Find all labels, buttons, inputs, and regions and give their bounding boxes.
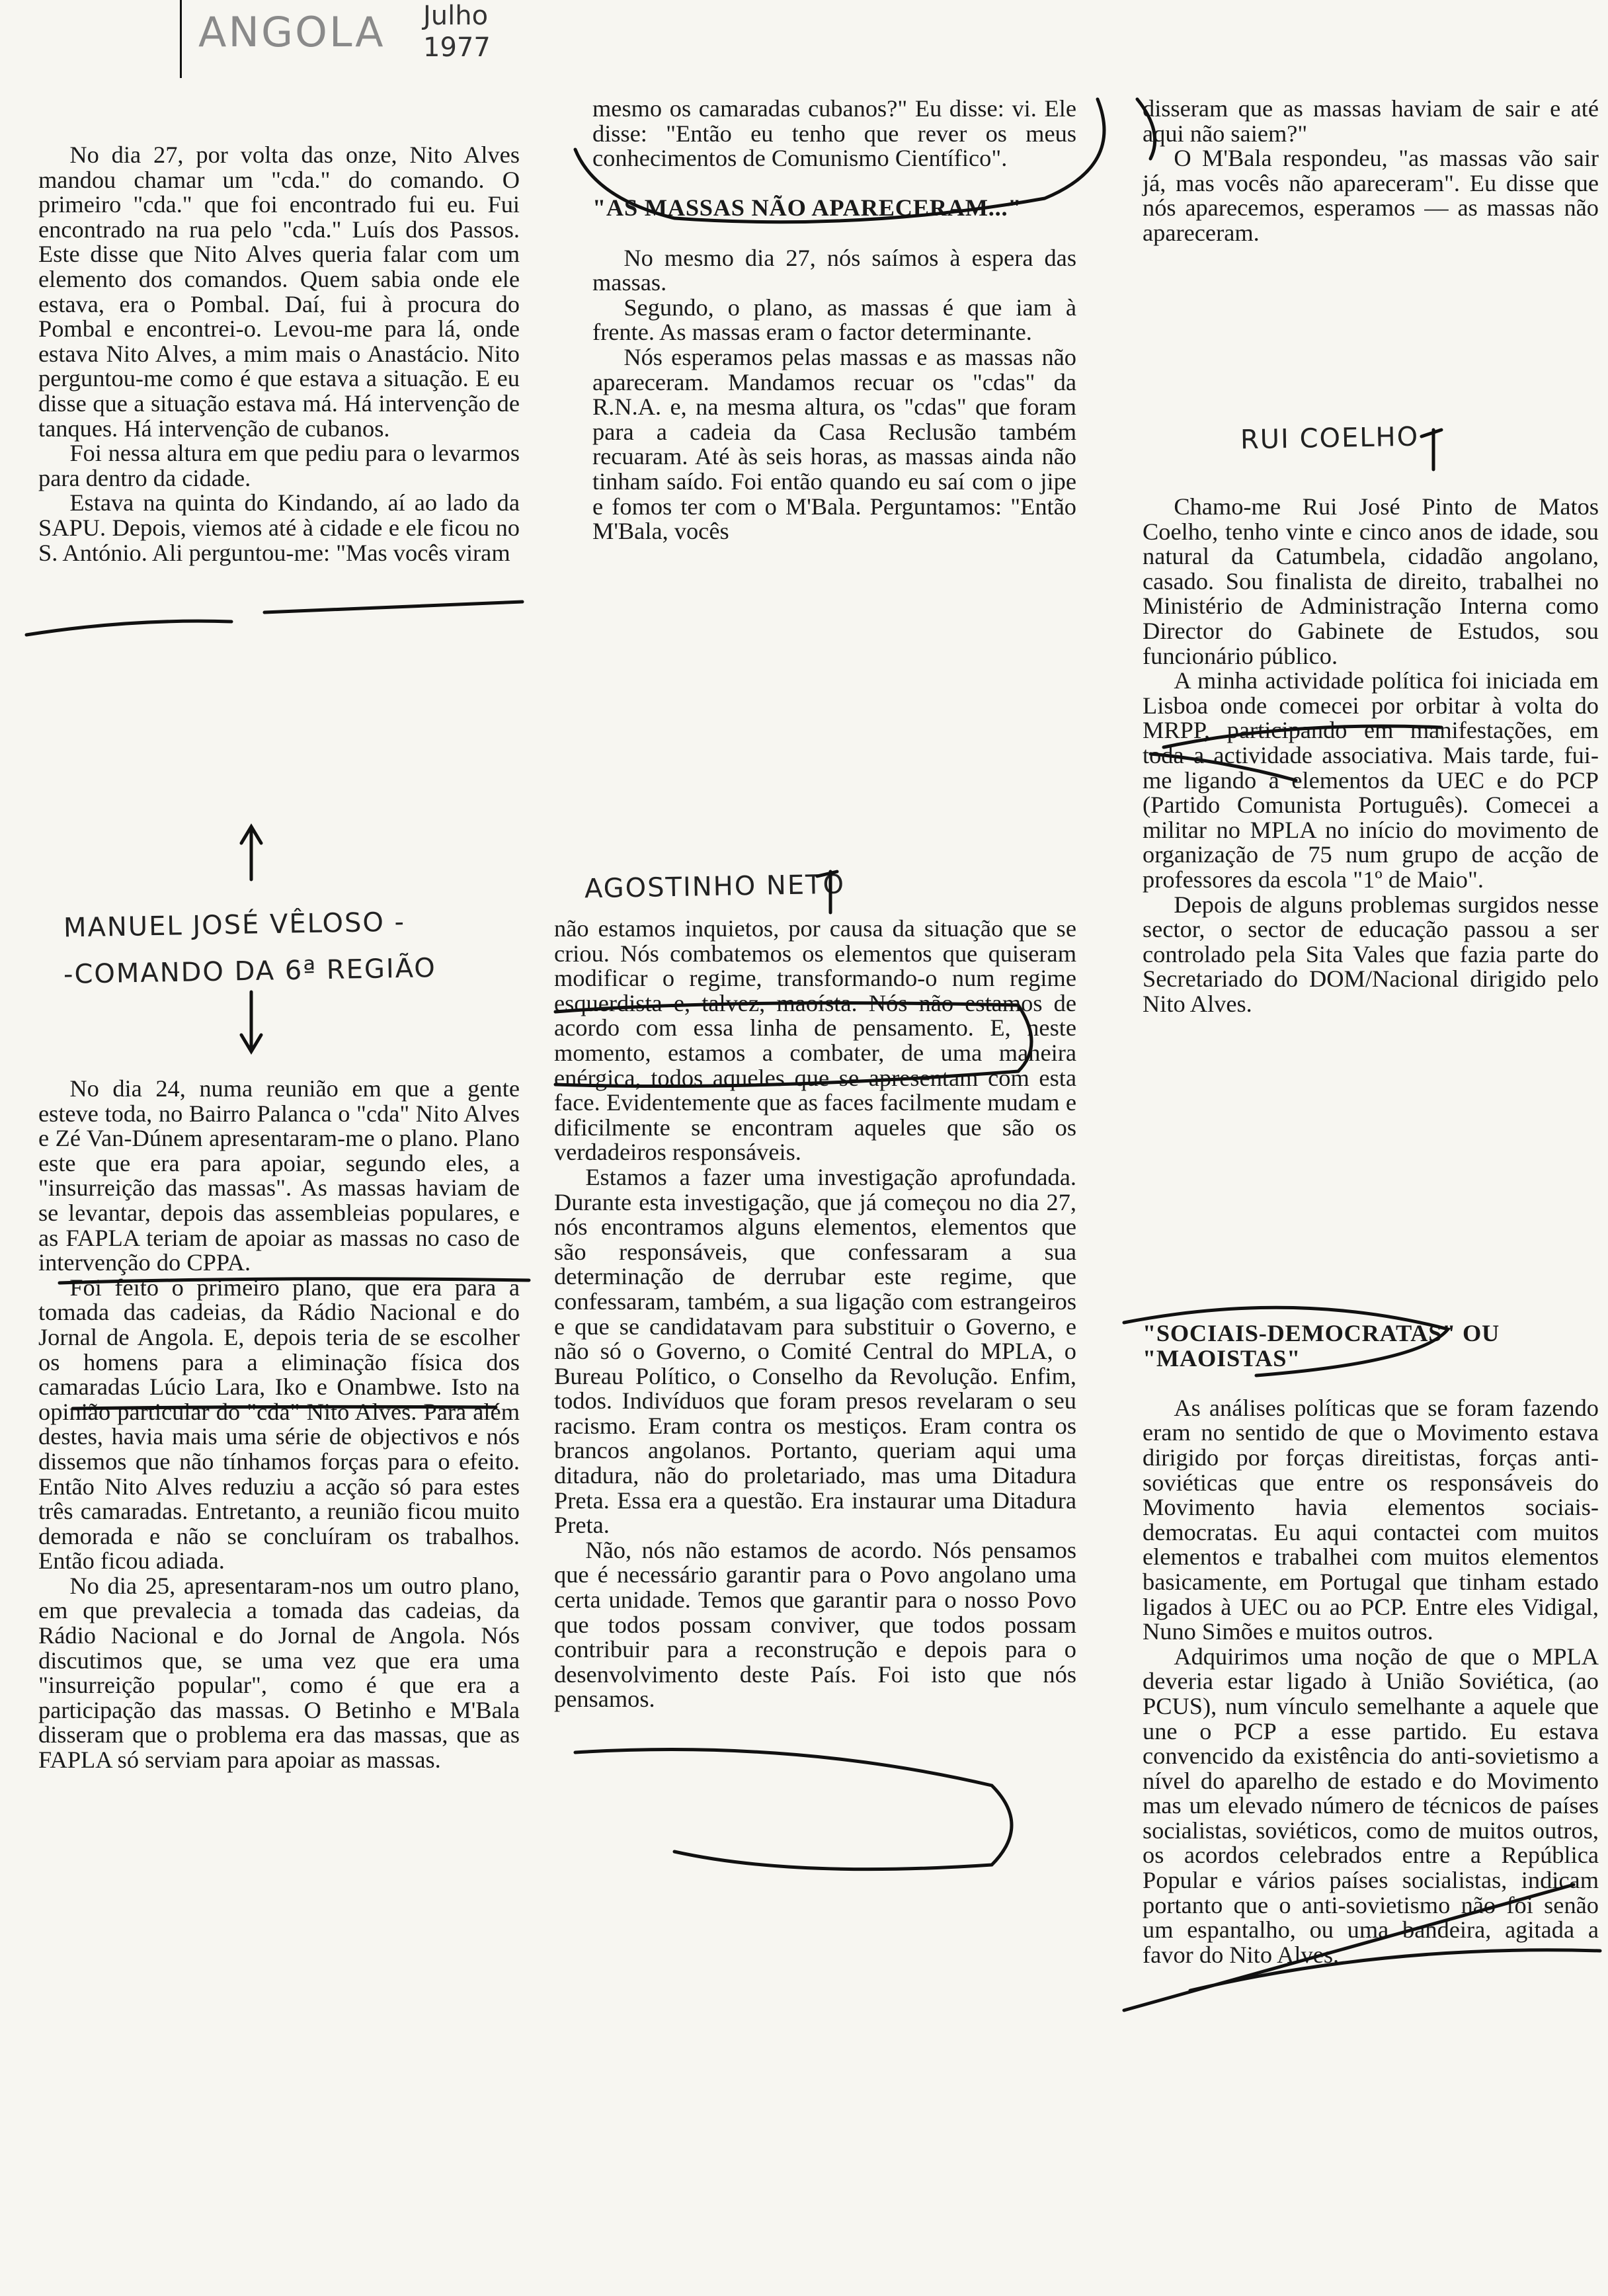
paragraph: Estava na quinta do Kindando, aí ao lado da SAPU. Depois, viemos até à cidade e ele ficou no S. António. Ali perguntou-me: "Mas vocês viram	[38, 489, 520, 566]
section-heading: "SOCIAIS-DEMOCRATAS" OU "MAOISTAS"	[1143, 1320, 1500, 1372]
column-3-middle	[1143, 495, 1599, 1016]
column-3-bottom	[1143, 1321, 1599, 1967]
column-2-bottom	[554, 917, 1076, 1712]
paragraph: Nós esperamos pelas massas e as massas não apareceram. Mandamos recuar os "cdas" da R.N.A. e, na mesma altura, os "cdas" que foram para a cadeia da Casa Reclusão também recuaram. Até às seis horas, as massas ainda não tinham saído. Foi então quando eu saí com o jipe e fomos ter com o M'Bala. Perguntamos: "Então M'Bala, vocês	[592, 343, 1076, 545]
arrow-stroke	[1422, 430, 1441, 470]
column-1-top	[38, 143, 520, 565]
paragraph: Depois de alguns problemas surgidos nesse sector, o sector de educação passou a ser controlado pela Sita Vales que fazia parte do Secretariado do DOM/Nacional dirigido pelo Nito Alves.	[1143, 891, 1599, 1017]
paragraph: Foi feito o primeiro plano, que era para a tomada das cadeias, da Rádio Nacional e do Jornal de Angola. E, depois teria de se escolher os homens para a eliminação física dos camaradas Lúcio Lara, Iko e Onambwe. Isto na opinião particular do "cda" Nito Alves. Para além destes, havia mais uma série de objectivos e nós dissemos que não tínhamos forças para o efeito. Então Nito Alves reduziu a acção só para estes três camaradas. Entretanto, a reunião ficou muito demorada e não se concluíram os trabalhos. Então ficou adiada.	[38, 1274, 520, 1575]
paragraph: O M'Bala respondeu, "as massas vão sair já, mas vocês não apareceram". Eu disse que nós aparecemos, esperamos — as massas não apareceram.	[1143, 145, 1599, 246]
column-1-bottom	[38, 1077, 520, 1773]
header-rule	[180, 0, 182, 78]
paragraph: mesmo os camaradas cubanos?" Eu disse: vi. Ele disse: "Então eu tenho que rever os meus conhecimentos de Comunismo Científico".	[592, 95, 1076, 172]
paragraph: disseram que as massas haviam de sair e até aqui não saiem?"	[1143, 95, 1599, 147]
underline-stroke	[26, 621, 231, 635]
paragraph: No dia 24, numa reunião em que a gente esteve toda, no Bairro Palanca o "cda" Nito Alves e Zé Van-Dúnem apresentaram-me o plano. Plano este que era para apoiar, segundo eles, a "insurreição das massas". As massas haviam de se levantar, depois das assembleias populares, e as FAPLA teriam de apoiar as massas no caso de intervenção do CPPA.	[38, 1075, 520, 1276]
handwritten-note-manuel-name: MANUEL JOSÉ VÊLOSO -	[63, 907, 406, 944]
handwritten-date	[423, 0, 491, 63]
masthead-stamp: ANGOLA	[198, 8, 385, 56]
paragraph: No dia 25, apresentaram-nos um outro plano, em que prevalecia a tomada das cadeias, da Rádio Nacional e do Jornal de Angola. Nós discutimos que, se uma vez que era uma "insurreição popular", como é que era a participação das massas. O Betinho e M'Bala disseram que o problema era das massas, que as FAPLA só serviam para apoiar as massas.	[38, 1572, 520, 1774]
handwritten-note-rui: RUI COELHO	[1240, 421, 1420, 456]
underline-stroke	[264, 602, 522, 612]
paragraph: Adquirimos uma noção de que o MPLA deveria estar ligado à União Soviética, (ao PCUS), num vínculo semelhante a aquele que une o PCP a esse partido. Eu estava convencido da existência do anti-sovietismo a nível do aparelho de estado e do Movimento mas um elevado número de técnicos de países socialistas, soviéticos, como de muitos outros, os acordos celebrados entre a República Popular e vários países socialistas, indicam portanto que o anti-sovietismo não foi senão um espantalho, ou uma bandeira, agitada a favor do Nito Alves.	[1143, 1643, 1599, 1968]
paragraph: Não, nós não estamos de acordo. Nós pensamos que é necessário garantir para o Povo angolano uma certa unidade. Temos que garantir para o nosso Povo que todos possam conviver, que todos possam contribuir para a reconstrução e depois para o desenvolvimento deste País. Foi isto que nós pensamos.	[554, 1536, 1076, 1713]
section-heading: "AS MASSAS NÃO APARECERAM..."	[592, 194, 1022, 222]
paragraph: Estamos a fazer uma investigação aprofundada. Durante esta investigação, que já começou no dia 27, nós encontramos alguns elementos, elementos que são responsáveis, que confessaram a sua determinação de derrubar este regime, que confessaram, também, a sua ligação com estrangeiros e que se candidatavam para substituir o Governo, e não só o Governo, o Comité Central do MPLA, o Bureau Político, o Conselho da Revolução. Enfim, todos. Indivíduos que foram presos revelaram o seu racismo. Eram contra os mestiços. Eram contra os brancos angolanos. Portanto, queriam aqui uma ditadura, não do proletariado, mas uma Ditadura Preta. Essa era a questão. Era instaurar uma Ditadura Preta.	[554, 1163, 1076, 1539]
column-2-top	[592, 97, 1076, 544]
handwritten-note-manuel-role: -COMANDO DA 6ª REGIÃO	[63, 953, 437, 990]
paragraph: Segundo, o plano, as massas é que iam à frente. As massas eram o factor determinante.	[592, 294, 1076, 346]
handwritten-note-agostinho: AGOSTINHO NETO	[584, 869, 846, 905]
handwritten-month: Julho	[423, 1, 489, 31]
arrow-stroke	[241, 827, 261, 880]
paragraph: No mesmo dia 27, nós saímos à espera das massas.	[592, 244, 1076, 296]
column-3-top	[1143, 97, 1599, 246]
paragraph: As análises políticas que se foram fazendo eram no sentido de que o Movimento estava dirigido por forças direitistas, forças anti-soviéticas que entre os responsáveis do Movimento havia elementos sociais-democratas. Eu aqui contactei com muitos elementos e trabalhei com muitos elementos basicamente, em Portugal que tinham estado ligados à UEC ou ao PCP. Entre eles Vidigal, Nuno Simões e muitos outros.	[1143, 1394, 1599, 1645]
paragraph: A minha actividade política foi iniciada em Lisboa onde comecei por orbitar à volta do MRPP, participando em manifestações, em toda a actividade associativa. Mais tarde, fui-me ligando a elementos da UEC e do PCP (Partido Comunista Português). Comecei a militar no MPLA no início do movimento de organização de 75 num grupo de acção de professores da escola "1º de Maio".	[1143, 667, 1599, 893]
arrow-stroke	[241, 992, 261, 1051]
bracket-stroke	[575, 1750, 1012, 1869]
paragraph: Foi nessa altura em que pediu para o levarmos para dentro da cidade.	[38, 440, 520, 491]
paragraph: não estamos inquietos, por causa da situação que se criou. Nós combatemos os elementos que quiseram modificar o regime, transformando-o num regime esquerdista e, talvez, maoísta. Nós não estamos de acordo com essa linha de pensamento. E, neste momento, estamos a combater, de uma maneira enérgica, todos aqueles que se apresentam com esta face. Evidentemente que as faces facilmente mudam e dificilmente se encontram aqueles que são os verdadeiros responsáveis.	[554, 915, 1076, 1166]
paragraph: Chamo-me Rui José Pinto de Matos Coelho, tenho vinte e cinco anos de idade, sou natural da Catumbela, cidadão angolano, casado. Sou finalista de direito, trabalhei no Ministério de Administração Interna como Director do Gabinete de Estudos, sou funcionário público.	[1143, 493, 1599, 669]
paragraph: No dia 27, por volta das onze, Nito Alves mandou chamar um "cda." do comando. O primeiro "cda." que foi encontrado fui eu. Fui encontrado na rua pelo "cda." Luís dos Passos. Este disse que Nito Alves queria falar com um elemento dos comandos. Quem sabia onde ele estava, era o Pombal. Daí, fui à procura do Pombal e encontrei-o. Levou-me para lá, onde estava Nito Alves, a mim mais o Anastácio. Nito perguntou-me como é que estava a situação. E eu disse que a situação estava má. Há intervenção de tanques. Há intervenção de cubanos.	[38, 142, 520, 442]
handwritten-year: 1977	[423, 32, 491, 63]
